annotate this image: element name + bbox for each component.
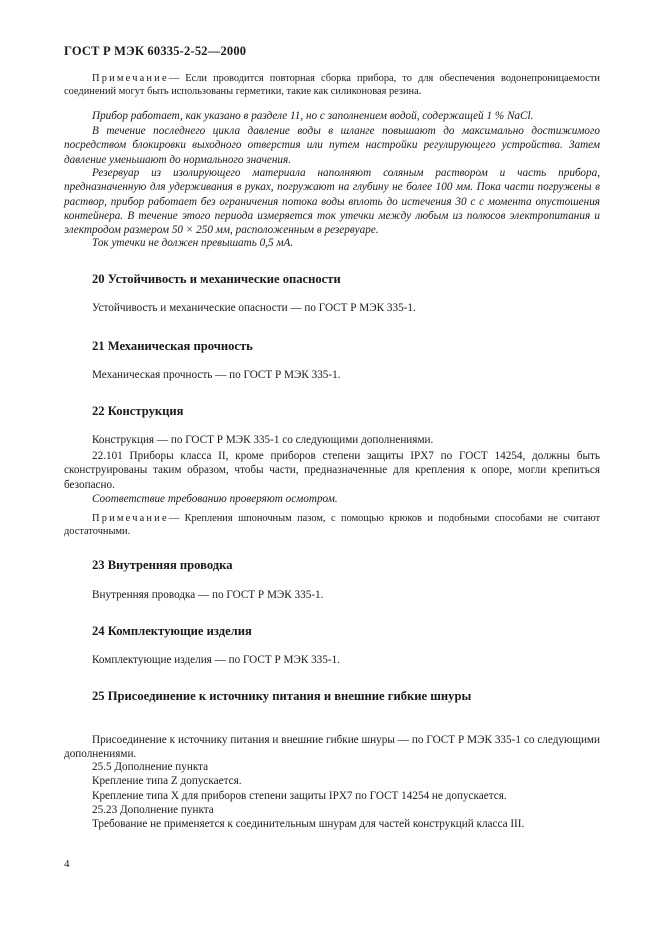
- document-header: ГОСТ Р МЭК 60335-2-52—2000: [64, 44, 247, 58]
- section-25-line-4: 25.23 Дополнение пункта: [92, 804, 214, 816]
- page-number: 4: [64, 858, 70, 870]
- section-25-line-3: Крепление типа X для приборов степени защиты IPX7 по ГОСТ 14254 не допускается.: [92, 790, 507, 802]
- section-22-101-paragraph: 22.101 Приборы класса II, кроме приборов степени защиты IPX7 по ГОСТ 14254, должны быть сконструированы таким образом, чтобы части, предназначенные для крепления к опоре, могли крепиться безопасно.: [64, 450, 600, 491]
- section-25-heading: 25 Присоединение к источнику питания и внешние гибкие шнуры: [92, 689, 472, 703]
- test-paragraph-2: В течение последнего цикла давление воды в шланге повышают до максимально достижимого посредством блокировки выходного отверстия или путем настройки регулирующего устройства. Затем давление уменьшают до нормального значения.: [64, 125, 600, 166]
- section-22-check: Соответствие требованию проверяют осмотром.: [92, 493, 338, 505]
- note-text: — Если проводится повторная сборка прибора, то для обеспечения водонепроницаемости соединений могут быть использованы герметики, такие как силиконовая резина.: [64, 73, 600, 98]
- section-22-text: Конструкция — по ГОСТ Р МЭК 335-1 со следующими дополнениями.: [92, 434, 434, 446]
- section-21-heading: 21 Механическая прочность: [92, 339, 253, 353]
- test-paragraph-3: Резервуар из изолирующего материала наполняют соляным раствором и часть прибора, предназначенную для удерживания в руках, погружают на глубину не более 100 мм. Пока части погружены в раствор, прибор работает без ограничения потока воды вплоть до истечения 30 с с момента опустошения контейнера. В течение этого периода измеряется ток утечки между любым из полюсов электропитания и электродом размером 50 × 250 мм, расположенным в резервуаре.: [64, 167, 600, 237]
- section-23-text: Внутренняя проводка — по ГОСТ Р МЭК 335-1.: [92, 589, 324, 601]
- section-23-heading: 23 Внутренняя проводка: [92, 558, 233, 572]
- note-label: Примечание: [92, 73, 169, 84]
- note-paragraph: [64, 72, 600, 99]
- section-20-heading: 20 Устойчивость и механические опасности: [92, 272, 341, 286]
- test-paragraph-4: Ток утечки не должен превышать 0,5 мА.: [92, 237, 294, 249]
- section-22-heading: 22 Конструкция: [92, 404, 184, 418]
- section-25-text: Присоединение к источнику питания и внешние гибкие шнуры — по ГОСТ Р МЭК 335-1 со следующими дополнениями.: [64, 734, 600, 761]
- section-21-text: Механическая прочность — по ГОСТ Р МЭК 335-1.: [92, 369, 341, 381]
- note-text-2: — Крепления шпоночным пазом, с помощью крюков и подобными способами не считают достаточными.: [64, 513, 600, 538]
- note-label-2: Примечание: [92, 513, 169, 524]
- test-paragraph-1: Прибор работает, как указано в разделе 11, но с заполнением водой, содержащей 1 % NaCl.: [92, 110, 534, 122]
- section-25-line-2: Крепление типа Z допускается.: [92, 775, 242, 787]
- section-24-heading: 24 Комплектующие изделия: [92, 624, 252, 638]
- section-25-line-5: Требование не применяется к соединительным шнурам для частей конструкций класса III.: [92, 818, 525, 830]
- section-24-text: Комплектующие изделия — по ГОСТ Р МЭК 335-1.: [92, 654, 340, 666]
- note-paragraph-2: [64, 512, 600, 539]
- section-25-line-1: 25.5 Дополнение пункта: [92, 761, 209, 773]
- section-20-text: Устойчивость и механические опасности — по ГОСТ Р МЭК 335-1.: [92, 302, 416, 314]
